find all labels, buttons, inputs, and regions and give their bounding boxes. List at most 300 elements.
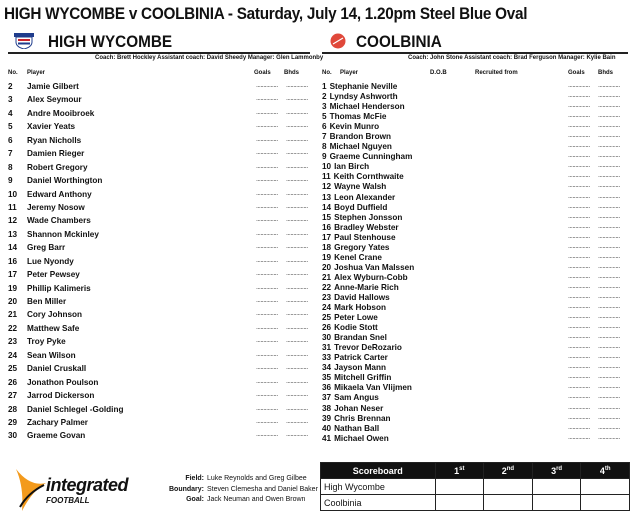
- goals-entry: ...............: [256, 95, 278, 103]
- behinds-entry: ...............: [598, 192, 620, 200]
- goals-entry: ...............: [568, 433, 590, 441]
- goals-entry: ...............: [568, 92, 590, 100]
- player-name: Lyndsy Ashworth: [329, 92, 398, 102]
- goals-entry: ...............: [568, 313, 590, 321]
- player-number: 6: [322, 122, 327, 132]
- player-row: [322, 303, 628, 313]
- official-goal: [142, 496, 318, 507]
- official-names: Steven Clemesha and Daniel Baker: [207, 485, 318, 493]
- behinds-entry: ...............: [598, 262, 620, 270]
- high-wycombe-logo-icon: [14, 33, 34, 49]
- behinds-entry: ...............: [286, 377, 308, 385]
- behinds-entry: ...............: [286, 216, 308, 224]
- player-row: [8, 324, 310, 337]
- goals-entry: ...............: [256, 122, 278, 130]
- player-row: [322, 363, 628, 373]
- player-row: [322, 233, 628, 243]
- player-name: Stephen Jonsson: [334, 212, 403, 222]
- goals-entry: ...............: [568, 403, 590, 411]
- player-row: [322, 82, 628, 92]
- away-team-name: COOLBINIA: [356, 32, 442, 51]
- player-number: 19: [8, 283, 18, 293]
- player-name: Daniel Schlegel -Golding: [27, 404, 124, 414]
- player-name: Alex Wyburn-Cobb: [334, 272, 408, 282]
- goals-entry: ...............: [568, 142, 590, 150]
- player-row: [322, 182, 628, 192]
- score-cell: [532, 495, 581, 511]
- player-number: 24: [8, 350, 18, 360]
- player-number: 29: [8, 417, 18, 427]
- player-number: 34: [322, 363, 332, 373]
- player-name: Ian Birch: [334, 162, 370, 172]
- player-row: [322, 333, 628, 343]
- player-number: 15: [322, 212, 332, 222]
- behinds-entry: ...............: [598, 353, 620, 361]
- player-name: Anne-Marie Rich: [334, 282, 399, 292]
- player-number: 31: [322, 343, 332, 353]
- player-row: [8, 337, 310, 350]
- player-number: 26: [8, 377, 18, 387]
- goals-entry: ...............: [256, 216, 278, 224]
- goals-entry: ...............: [568, 272, 590, 280]
- goals-entry: ...............: [568, 333, 590, 341]
- player-number: 11: [8, 202, 17, 212]
- player-number: 17: [322, 232, 332, 242]
- behinds-entry: ...............: [286, 364, 308, 372]
- score-cell: [532, 479, 581, 495]
- player-name: Ryan Nicholls: [27, 135, 82, 145]
- player-row: [8, 203, 310, 216]
- player-name: David Hallows: [334, 292, 390, 302]
- behinds-entry: ...............: [286, 162, 308, 170]
- home-team-header: [8, 32, 310, 54]
- goals-entry: ...............: [256, 337, 278, 345]
- behinds-entry: ...............: [598, 433, 620, 441]
- player-row: [8, 163, 310, 176]
- behinds-entry: ...............: [598, 383, 620, 391]
- behinds-entry: ...............: [286, 135, 308, 143]
- player-row: [322, 393, 628, 403]
- behinds-entry: ...............: [286, 95, 308, 103]
- player-name: Xavier Yeats: [27, 122, 76, 132]
- home-coaching-staff: Coach: Brett Hockley Assistant coach: David Sheedy Manager: Glen Lammonby: [95, 55, 324, 61]
- goals-entry: ...............: [568, 323, 590, 331]
- player-name: Matthew Safe: [27, 323, 80, 333]
- goals-entry: ...............: [568, 252, 590, 260]
- goals-entry: ...............: [256, 82, 278, 89]
- player-row: [322, 193, 628, 203]
- player-row: [8, 418, 310, 431]
- player-row: [8, 190, 310, 203]
- player-name: Kodie Stott: [334, 323, 378, 333]
- player-name: Brandon Brown: [329, 132, 391, 142]
- home-player-list: [8, 82, 310, 445]
- player-row: [322, 273, 628, 283]
- behinds-entry: ...............: [286, 283, 308, 291]
- score-cell: [581, 479, 630, 495]
- home-col-goals: Goals: [254, 70, 271, 76]
- behinds-entry: ...............: [598, 122, 620, 130]
- goals-entry: ...............: [568, 212, 590, 220]
- player-name: Phillip Kalimeris: [27, 283, 91, 293]
- player-name: Daniel Worthington: [27, 176, 103, 186]
- player-row: [322, 112, 628, 122]
- player-number: 16: [322, 222, 332, 232]
- player-number: 20: [8, 297, 18, 306]
- player-row: [8, 122, 310, 135]
- player-name: Michael Owen: [334, 433, 389, 443]
- player-number: 2: [8, 82, 13, 91]
- behinds-entry: ...............: [598, 152, 620, 160]
- player-name: Joshua Van Malssen: [334, 262, 415, 272]
- player-row: [322, 343, 628, 353]
- goals-entry: ...............: [256, 297, 278, 304]
- goals-entry: ...............: [256, 202, 278, 210]
- player-name: Jeremy Nosow: [27, 202, 85, 212]
- behinds-entry: ...............: [286, 176, 308, 184]
- player-name: Trevor DeRozario: [334, 343, 402, 353]
- player-number: 18: [322, 242, 332, 252]
- player-name: Stephanie Neville: [329, 82, 398, 91]
- player-row: [8, 257, 310, 270]
- goals-entry: ...............: [568, 122, 590, 130]
- player-row: [322, 132, 628, 142]
- away-col-dob: D.O.B: [430, 70, 447, 76]
- player-name: Mikaela Van Vlijmen: [334, 383, 412, 393]
- player-row: [8, 391, 310, 404]
- player-number: 30: [8, 431, 18, 441]
- player-number: 33: [322, 353, 332, 363]
- home-col-no: No.: [8, 70, 18, 76]
- behinds-entry: ...............: [598, 252, 620, 260]
- page-title: HIGH WYCOMBE v COOLBINIA - Saturday, July 14, 1.20pm Steel Blue Oval: [4, 4, 528, 23]
- behinds-entry: ...............: [598, 313, 620, 321]
- player-number: 12: [8, 216, 18, 226]
- behinds-entry: ...............: [598, 82, 620, 89]
- behinds-entry: ...............: [286, 122, 308, 130]
- goals-entry: ...............: [568, 112, 590, 120]
- player-row: [8, 230, 310, 243]
- player-number: 14: [8, 243, 18, 253]
- scoreboard-title: Scoreboard: [321, 463, 436, 479]
- player-number: 10: [8, 189, 18, 199]
- player-name: Wayne Walsh: [334, 182, 387, 192]
- player-row: [322, 142, 628, 152]
- score-cell: [435, 479, 484, 495]
- player-number: 23: [322, 292, 332, 302]
- player-name: Kevin Munro: [329, 122, 380, 132]
- away-player-list: [322, 82, 628, 444]
- goals-entry: ...............: [568, 262, 590, 270]
- player-number: 40: [322, 423, 332, 433]
- player-name: Brandan Snel: [334, 333, 387, 343]
- goals-entry: ...............: [256, 176, 278, 184]
- behinds-entry: ...............: [286, 108, 308, 116]
- scoreboard-row-away: [321, 495, 630, 511]
- scoreboard-table: [320, 462, 630, 511]
- home-col-bhds: Bhds: [284, 70, 299, 76]
- player-number: 9: [322, 152, 327, 162]
- goals-entry: ...............: [568, 423, 590, 431]
- player-name: Wade Chambers: [27, 216, 91, 226]
- behinds-entry: ...............: [598, 292, 620, 300]
- away-coaching-staff: Coach: John Stone Assistant coach: Brad Ferguson Manager: Kylie Bain: [408, 55, 616, 61]
- integrated-football-logo: [10, 463, 135, 515]
- swoosh-icon: [10, 463, 50, 515]
- player-name: Alex Seymour: [27, 95, 82, 105]
- goals-entry: ...............: [568, 152, 590, 160]
- player-number: 25: [322, 313, 332, 323]
- behinds-entry: ...............: [598, 212, 620, 220]
- player-name: Jayson Mann: [334, 363, 386, 373]
- player-name: Sam Angus: [334, 393, 379, 403]
- goals-entry: ...............: [568, 132, 590, 140]
- player-row: [322, 223, 628, 233]
- player-row: [8, 95, 310, 108]
- player-row: [322, 162, 628, 172]
- behinds-entry: ...............: [286, 391, 308, 399]
- player-row: [8, 270, 310, 283]
- away-col-player: Player: [340, 70, 359, 76]
- player-number: 30: [322, 333, 332, 343]
- quarter-2-header: 2nd: [484, 463, 533, 479]
- player-row: [322, 122, 628, 132]
- player-number: 13: [8, 229, 18, 239]
- player-row: [322, 414, 628, 424]
- official-role: Boundary:: [169, 485, 204, 493]
- away-col-bhds: Bhds: [598, 70, 613, 76]
- player-number: 21: [8, 310, 18, 320]
- player-name: Edward Anthony: [27, 189, 92, 199]
- player-name: Leon Alexander: [334, 192, 396, 202]
- goals-entry: ...............: [568, 242, 590, 250]
- player-row: [8, 176, 310, 189]
- player-name: Jarrod Dickerson: [27, 391, 95, 401]
- goals-entry: ...............: [256, 377, 278, 385]
- player-row: [8, 364, 310, 377]
- behinds-entry: ...............: [598, 413, 620, 421]
- player-number: 7: [8, 149, 13, 159]
- goals-entry: ...............: [568, 363, 590, 371]
- player-number: 36: [322, 383, 332, 393]
- goals-entry: ...............: [256, 162, 278, 170]
- player-name: Daniel Cruskall: [27, 364, 87, 374]
- player-name: Thomas McFie: [329, 112, 387, 122]
- away-col-goals: Goals: [568, 70, 585, 76]
- player-name: Sean Wilson: [27, 350, 76, 360]
- goals-entry: ...............: [568, 232, 590, 240]
- behinds-entry: ...............: [286, 323, 308, 331]
- goals-entry: ...............: [256, 323, 278, 331]
- player-row: [322, 92, 628, 102]
- player-row: [322, 102, 628, 112]
- player-number: 8: [322, 142, 327, 152]
- player-number: 24: [322, 303, 332, 313]
- behinds-entry: ...............: [598, 403, 620, 411]
- quarter-1-header: 1st: [435, 463, 484, 479]
- player-name: Zachary Palmer: [27, 417, 88, 427]
- quarter-4-header: 4th: [581, 463, 630, 479]
- player-number: 28: [8, 404, 18, 414]
- player-name: Andre Mooibroek: [27, 108, 95, 118]
- player-name: Boyd Duffield: [334, 202, 388, 212]
- player-name: Jamie Gilbert: [27, 82, 79, 91]
- player-name: Peter Lowe: [334, 313, 378, 323]
- behinds-entry: ...............: [598, 142, 620, 150]
- goals-entry: ...............: [568, 82, 590, 89]
- officials-block: [142, 475, 318, 507]
- goals-entry: ...............: [568, 383, 590, 391]
- goals-entry: ...............: [256, 310, 278, 318]
- goals-entry: ...............: [568, 353, 590, 361]
- player-row: [322, 353, 628, 363]
- player-number: 35: [322, 373, 332, 383]
- behinds-entry: ...............: [598, 333, 620, 341]
- player-row: [8, 136, 310, 149]
- player-number: 17: [8, 270, 18, 280]
- player-name: Paul Stenhouse: [334, 232, 396, 242]
- behinds-entry: ...............: [286, 202, 308, 210]
- goals-entry: ...............: [568, 303, 590, 311]
- player-row: [322, 323, 628, 333]
- official-boundary: [142, 486, 318, 497]
- player-name: Chris Brennan: [334, 413, 391, 423]
- behinds-entry: ...............: [286, 270, 308, 278]
- behinds-entry: ...............: [598, 162, 620, 170]
- behinds-entry: ...............: [286, 337, 308, 345]
- player-name: Patrick Carter: [334, 353, 388, 363]
- behinds-entry: ...............: [286, 310, 308, 318]
- goals-entry: ...............: [568, 162, 590, 170]
- coolbinia-logo-icon: [328, 33, 348, 49]
- player-number: 19: [322, 252, 332, 262]
- behinds-entry: ...............: [598, 272, 620, 280]
- behinds-entry: ...............: [286, 297, 308, 304]
- player-name: Ben Miller: [27, 297, 67, 306]
- player-name: Cory Johnson: [27, 310, 83, 320]
- behinds-entry: ...............: [598, 102, 620, 110]
- goals-entry: ...............: [568, 202, 590, 210]
- behinds-entry: ...............: [286, 256, 308, 264]
- player-number: 22: [322, 282, 332, 292]
- behinds-entry: ...............: [286, 82, 308, 89]
- player-name: Bradley Webster: [334, 222, 399, 232]
- goals-entry: ...............: [256, 350, 278, 358]
- player-number: 10: [322, 162, 332, 172]
- scoreboard-header-row: [321, 463, 630, 479]
- goals-entry: ...............: [256, 189, 278, 197]
- scoreboard-row-home: [321, 479, 630, 495]
- player-number: 26: [322, 323, 332, 333]
- home-col-player: Player: [27, 70, 46, 76]
- behinds-entry: ...............: [286, 350, 308, 358]
- player-number: 4: [8, 108, 13, 118]
- player-row: [8, 82, 310, 95]
- behinds-entry: ...............: [598, 182, 620, 190]
- brand-subtitle: FOOTBALL: [46, 496, 90, 505]
- goals-entry: ...............: [256, 283, 278, 291]
- player-number: 2: [322, 92, 327, 102]
- player-number: 39: [322, 413, 332, 423]
- player-number: 20: [322, 262, 332, 272]
- player-row: [8, 351, 310, 364]
- behinds-entry: ...............: [598, 202, 620, 210]
- player-name: Peter Pewsey: [27, 270, 80, 280]
- goals-entry: ...............: [256, 404, 278, 412]
- player-number: 22: [8, 323, 18, 333]
- player-number: 8: [8, 162, 13, 172]
- away-col-recruited: Recruited from: [475, 70, 518, 76]
- player-row: [322, 373, 628, 383]
- behinds-entry: ...............: [598, 303, 620, 311]
- goals-entry: ...............: [568, 102, 590, 110]
- player-name: Greg Barr: [27, 243, 66, 253]
- goals-entry: ...............: [568, 282, 590, 290]
- player-number: 27: [8, 391, 18, 401]
- score-cell: [581, 495, 630, 511]
- player-number: 23: [8, 337, 18, 347]
- player-number: 13: [322, 192, 332, 202]
- behinds-entry: ...............: [598, 112, 620, 120]
- player-name: Robert Gregory: [27, 162, 88, 172]
- player-row: [8, 243, 310, 256]
- player-number: 14: [322, 202, 332, 212]
- behinds-entry: ...............: [598, 323, 620, 331]
- behinds-entry: ...............: [598, 92, 620, 100]
- player-row: [322, 203, 628, 213]
- goals-entry: ...............: [256, 391, 278, 399]
- goals-entry: ...............: [256, 229, 278, 237]
- behinds-entry: ...............: [286, 243, 308, 251]
- player-row: [322, 424, 628, 434]
- goals-entry: ...............: [256, 256, 278, 264]
- behinds-entry: ...............: [286, 149, 308, 157]
- player-name: Johan Neser: [334, 403, 384, 413]
- behinds-entry: ...............: [286, 404, 308, 412]
- goals-entry: ...............: [256, 364, 278, 372]
- player-row: [322, 152, 628, 162]
- player-number: 1: [322, 82, 327, 91]
- goals-entry: ...............: [568, 222, 590, 230]
- goals-entry: ...............: [568, 192, 590, 200]
- player-name: Shannon Mckinley: [27, 229, 99, 239]
- player-number: 5: [8, 122, 13, 132]
- player-row: [322, 253, 628, 263]
- player-number: 16: [8, 256, 18, 266]
- official-field: [142, 475, 318, 486]
- goals-entry: ...............: [256, 149, 278, 157]
- away-team-header: [322, 32, 628, 54]
- player-row: [8, 310, 310, 323]
- player-name: Graeme Govan: [27, 431, 86, 441]
- player-name: Michael Henderson: [329, 102, 405, 112]
- official-names: Luke Reynolds and Greg Gilbee: [207, 475, 307, 482]
- player-name: Jonathon Poulson: [27, 377, 99, 387]
- player-name: Kenel Crane: [334, 252, 382, 262]
- goals-entry: ...............: [568, 292, 590, 300]
- player-number: 37: [322, 393, 332, 403]
- goals-entry: ...............: [568, 373, 590, 381]
- behinds-entry: ...............: [598, 282, 620, 290]
- player-number: 5: [322, 112, 327, 122]
- goals-entry: ...............: [256, 431, 278, 439]
- player-row: [322, 172, 628, 182]
- player-row: [322, 243, 628, 253]
- player-name: Troy Pyke: [27, 337, 66, 347]
- player-name: Nathan Ball: [334, 423, 380, 433]
- player-row: [322, 283, 628, 293]
- goals-entry: ...............: [568, 393, 590, 401]
